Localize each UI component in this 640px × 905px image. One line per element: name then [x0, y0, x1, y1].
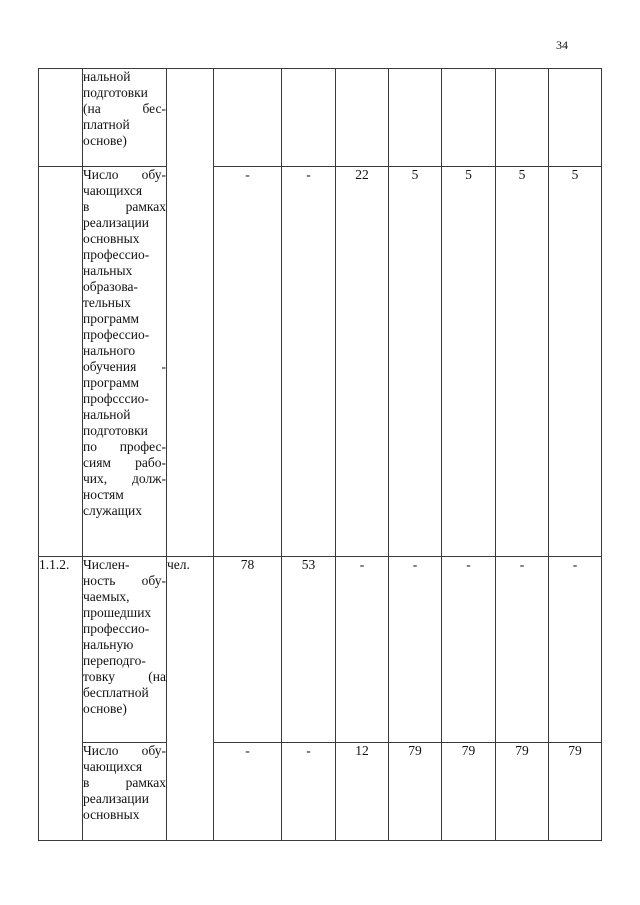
value-cell: - — [496, 557, 549, 743]
table-row — [39, 69, 602, 167]
value-cell: 53 — [282, 557, 336, 743]
row-description: Число обу- чающихся в рамках реализации основных — [83, 743, 167, 841]
row-unit — [167, 69, 214, 557]
value-cell: 79 — [442, 743, 496, 841]
value-cell: - — [389, 557, 442, 743]
value-cell: - — [214, 743, 282, 841]
value-cell: 5 — [549, 167, 602, 557]
value-cell — [214, 69, 282, 167]
page-number: 34 — [556, 38, 568, 52]
row-description: Числен- ность обу- чаемых, прошедших профессио- нальную переподго- товку (на бесплатной основе) — [83, 557, 167, 743]
value-cell: - — [549, 557, 602, 743]
value-cell: 79 — [389, 743, 442, 841]
row-code-cell — [39, 69, 83, 167]
row-unit: чел. — [167, 557, 214, 841]
value-cell — [282, 69, 336, 167]
value-cell — [336, 69, 389, 167]
value-cell: 12 — [336, 743, 389, 841]
table-row — [39, 557, 602, 743]
value-cell — [389, 69, 442, 167]
value-cell: 79 — [496, 743, 549, 841]
value-cell: 78 — [214, 557, 282, 743]
value-cell: 5 — [496, 167, 549, 557]
value-cell: - — [214, 167, 282, 557]
value-cell: 22 — [336, 167, 389, 557]
value-cell: 79 — [549, 743, 602, 841]
value-cell: - — [282, 743, 336, 841]
row-code-cell — [39, 167, 83, 557]
value-cell — [549, 69, 602, 167]
value-cell: - — [442, 557, 496, 743]
table-row — [39, 167, 602, 557]
indicators-table — [38, 68, 602, 841]
value-cell: 5 — [389, 167, 442, 557]
row-code: 1.1.2. — [39, 557, 83, 841]
table-row — [39, 743, 602, 841]
row-description: нальной подготовки (на бес- платной основе) — [83, 69, 167, 167]
value-cell — [496, 69, 549, 167]
value-cell: - — [282, 167, 336, 557]
row-description: Число обу- чающихся в рамках реализации основных профессио- нальных образова- тельных программ профессио- нального обучения - программ профсссио- нальной подготовки по профес- сиям рабо- чих, долж- ностям служащих — [83, 167, 167, 557]
value-cell: - — [336, 557, 389, 743]
value-cell: 5 — [442, 167, 496, 557]
value-cell — [442, 69, 496, 167]
